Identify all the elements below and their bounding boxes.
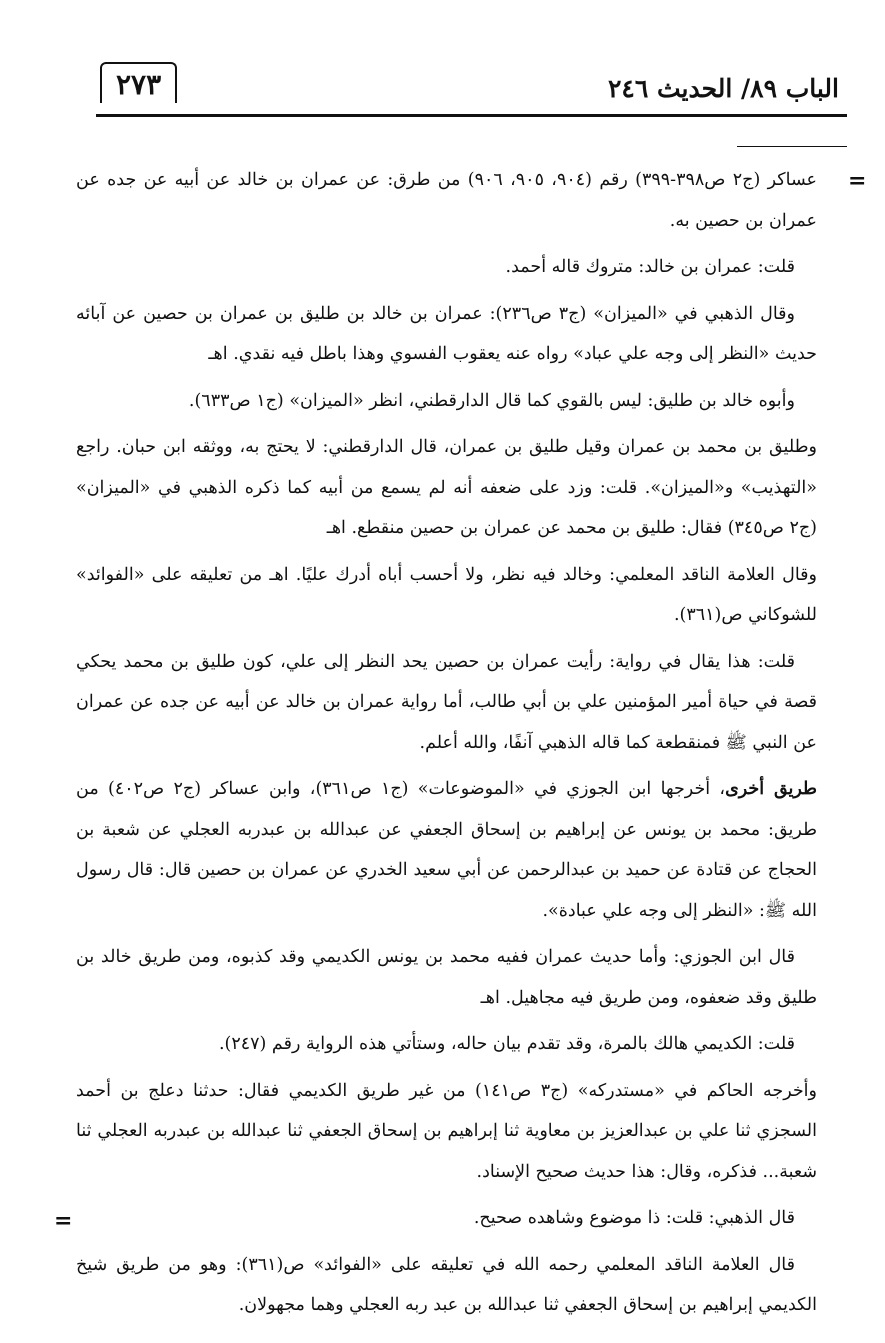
paragraph-11: وأخرجه الحاكم في «مستدركه» (ج٣ ص١٤١) من غير طريق الكديمي فقال: حدثنا دعلج بن أحمد السجزي ثنا علي بن عبدالعزيز بن معاوية ثنا إبراهيم بن إسحاق الجعفي ثنا عبدالله بن عبدربه العجلي ثنا شعبة... فذكره، وقال: هذا حديث صحيح الإسناد.	[76, 1080, 817, 1182]
page-body	[76, 160, 817, 1332]
continuation-mark-bottom: =	[54, 1208, 73, 1234]
paragraph-13: قال العلامة الناقد المعلمي رحمه الله في تعليقه على «الفوائد» ص(٣٦١): وهو من طريق شيخ الكديمي إبراهيم بن إسحاق الجعفي ثنا عبدالله بن عبد ربه العجلي وهما مجهولان.	[76, 1254, 817, 1315]
header-rule	[96, 114, 847, 117]
paragraph-9: قال ابن الجوزي: وأما حديث عمران ففيه محمد بن يونس الكديمي وقد كذبوه، ومن طريق خالد بن طليق وقد ضعفوه، ومن طريق فيه مجاهيل. اهـ	[76, 947, 817, 1008]
page-number: ٢٧٣	[100, 62, 177, 103]
continuation-mark-top: =	[848, 168, 867, 194]
chapter-title: الباب ٨٩/ الحديث ٢٤٦	[608, 74, 839, 103]
lead-label: طريق أخرى	[725, 779, 817, 799]
paragraph-5: وطليق بن محمد بن عمران وقيل طليق بن عمران، قال الدارقطني: لا يحتج به، ووثقه ابن حبان. راجع «التهذيب» و«الميزان». قلت: وزد على ضعفه أنه لم يسمع من أبيه كما ذكره الذهبي في «الميزان» (ج٢ ص٣٤٥) فقال: طليق بن محمد عن عمران بن حصين منقطع. اهـ	[76, 437, 817, 538]
paragraph-3: وقال الذهبي في «الميزان» (ج٣ ص٢٣٦): عمران بن خالد بن طليق بن عمران بن حصين عن آبائه حديث «النظر إلى وجه علي عباد» رواه عنه يعقوب الفسوي وهذا باطل فيه نقدي. اهـ	[76, 303, 817, 364]
paragraph-8-text: ، أخرجها ابن الجوزي في «الموضوعات» (ج١ ص٣٦١)، وابن عساكر (ج٢ ص٤٠٢) من طريق: محمد بن يونس عن إبراهيم بن إسحاق الجعفي عن عبدالله بن عبدربه العجلي عن شعبة بن الحجاج عن قتادة عن حميد بن عبدالرحمن عن أبي سعيد الخدري عن عمران بن حصين قال: قال رسول الله ﷺ: «النظر إلى وجه علي عبادة».	[76, 779, 817, 921]
page-header	[100, 62, 845, 112]
paragraph-7: قلت: هذا يقال في رواية: رأيت عمران بن حصين يحد النظر إلى علي، كون طليق بن محمد يحكي قصة في حياة أمير المؤمنين علي بن أبي طالب، أما رواية عمران بن خالد عن أبيه عن جده عن عمران عن النبي ﷺ فمنقطعة كما قاله الذهبي آنفًا، والله أعلم.	[76, 651, 817, 753]
paragraph-4: وأبوه خالد بن طليق: ليس بالقوي كما قال الدارقطني، انظر «الميزان» (ج١ ص٦٣٣).	[188, 390, 795, 411]
paragraph-8	[76, 769, 817, 931]
footnote-rule	[737, 146, 847, 147]
paragraph-12: قال الذهبي: قلت: ذا موضوع وشاهده صحيح.	[473, 1208, 795, 1228]
paragraph-1: عساكر (ج٢ ص٣٩٨-٣٩٩) رقم (٩٠٤، ٩٠٥، ٩٠٦) من طرق: عن عمران بن خالد عن أبيه عن جده عن عمران بن حصين به.	[76, 170, 817, 231]
paragraph-6: وقال العلامة الناقد المعلمي: وخالد فيه نظر، ولا أحسب أباه أدرك عليًا. اهـ من تعليقه على «الفوائد» للشوكاني ص(٣٦١).	[76, 564, 817, 625]
paragraph-10: قلت: الكديمي هالك بالمرة، وقد تقدم بيان حاله، وستأتي هذه الرواية رقم (٢٤٧).	[218, 1034, 795, 1054]
paragraph-2: قلت: عمران بن خالد: متروك قاله أحمد.	[505, 257, 795, 277]
